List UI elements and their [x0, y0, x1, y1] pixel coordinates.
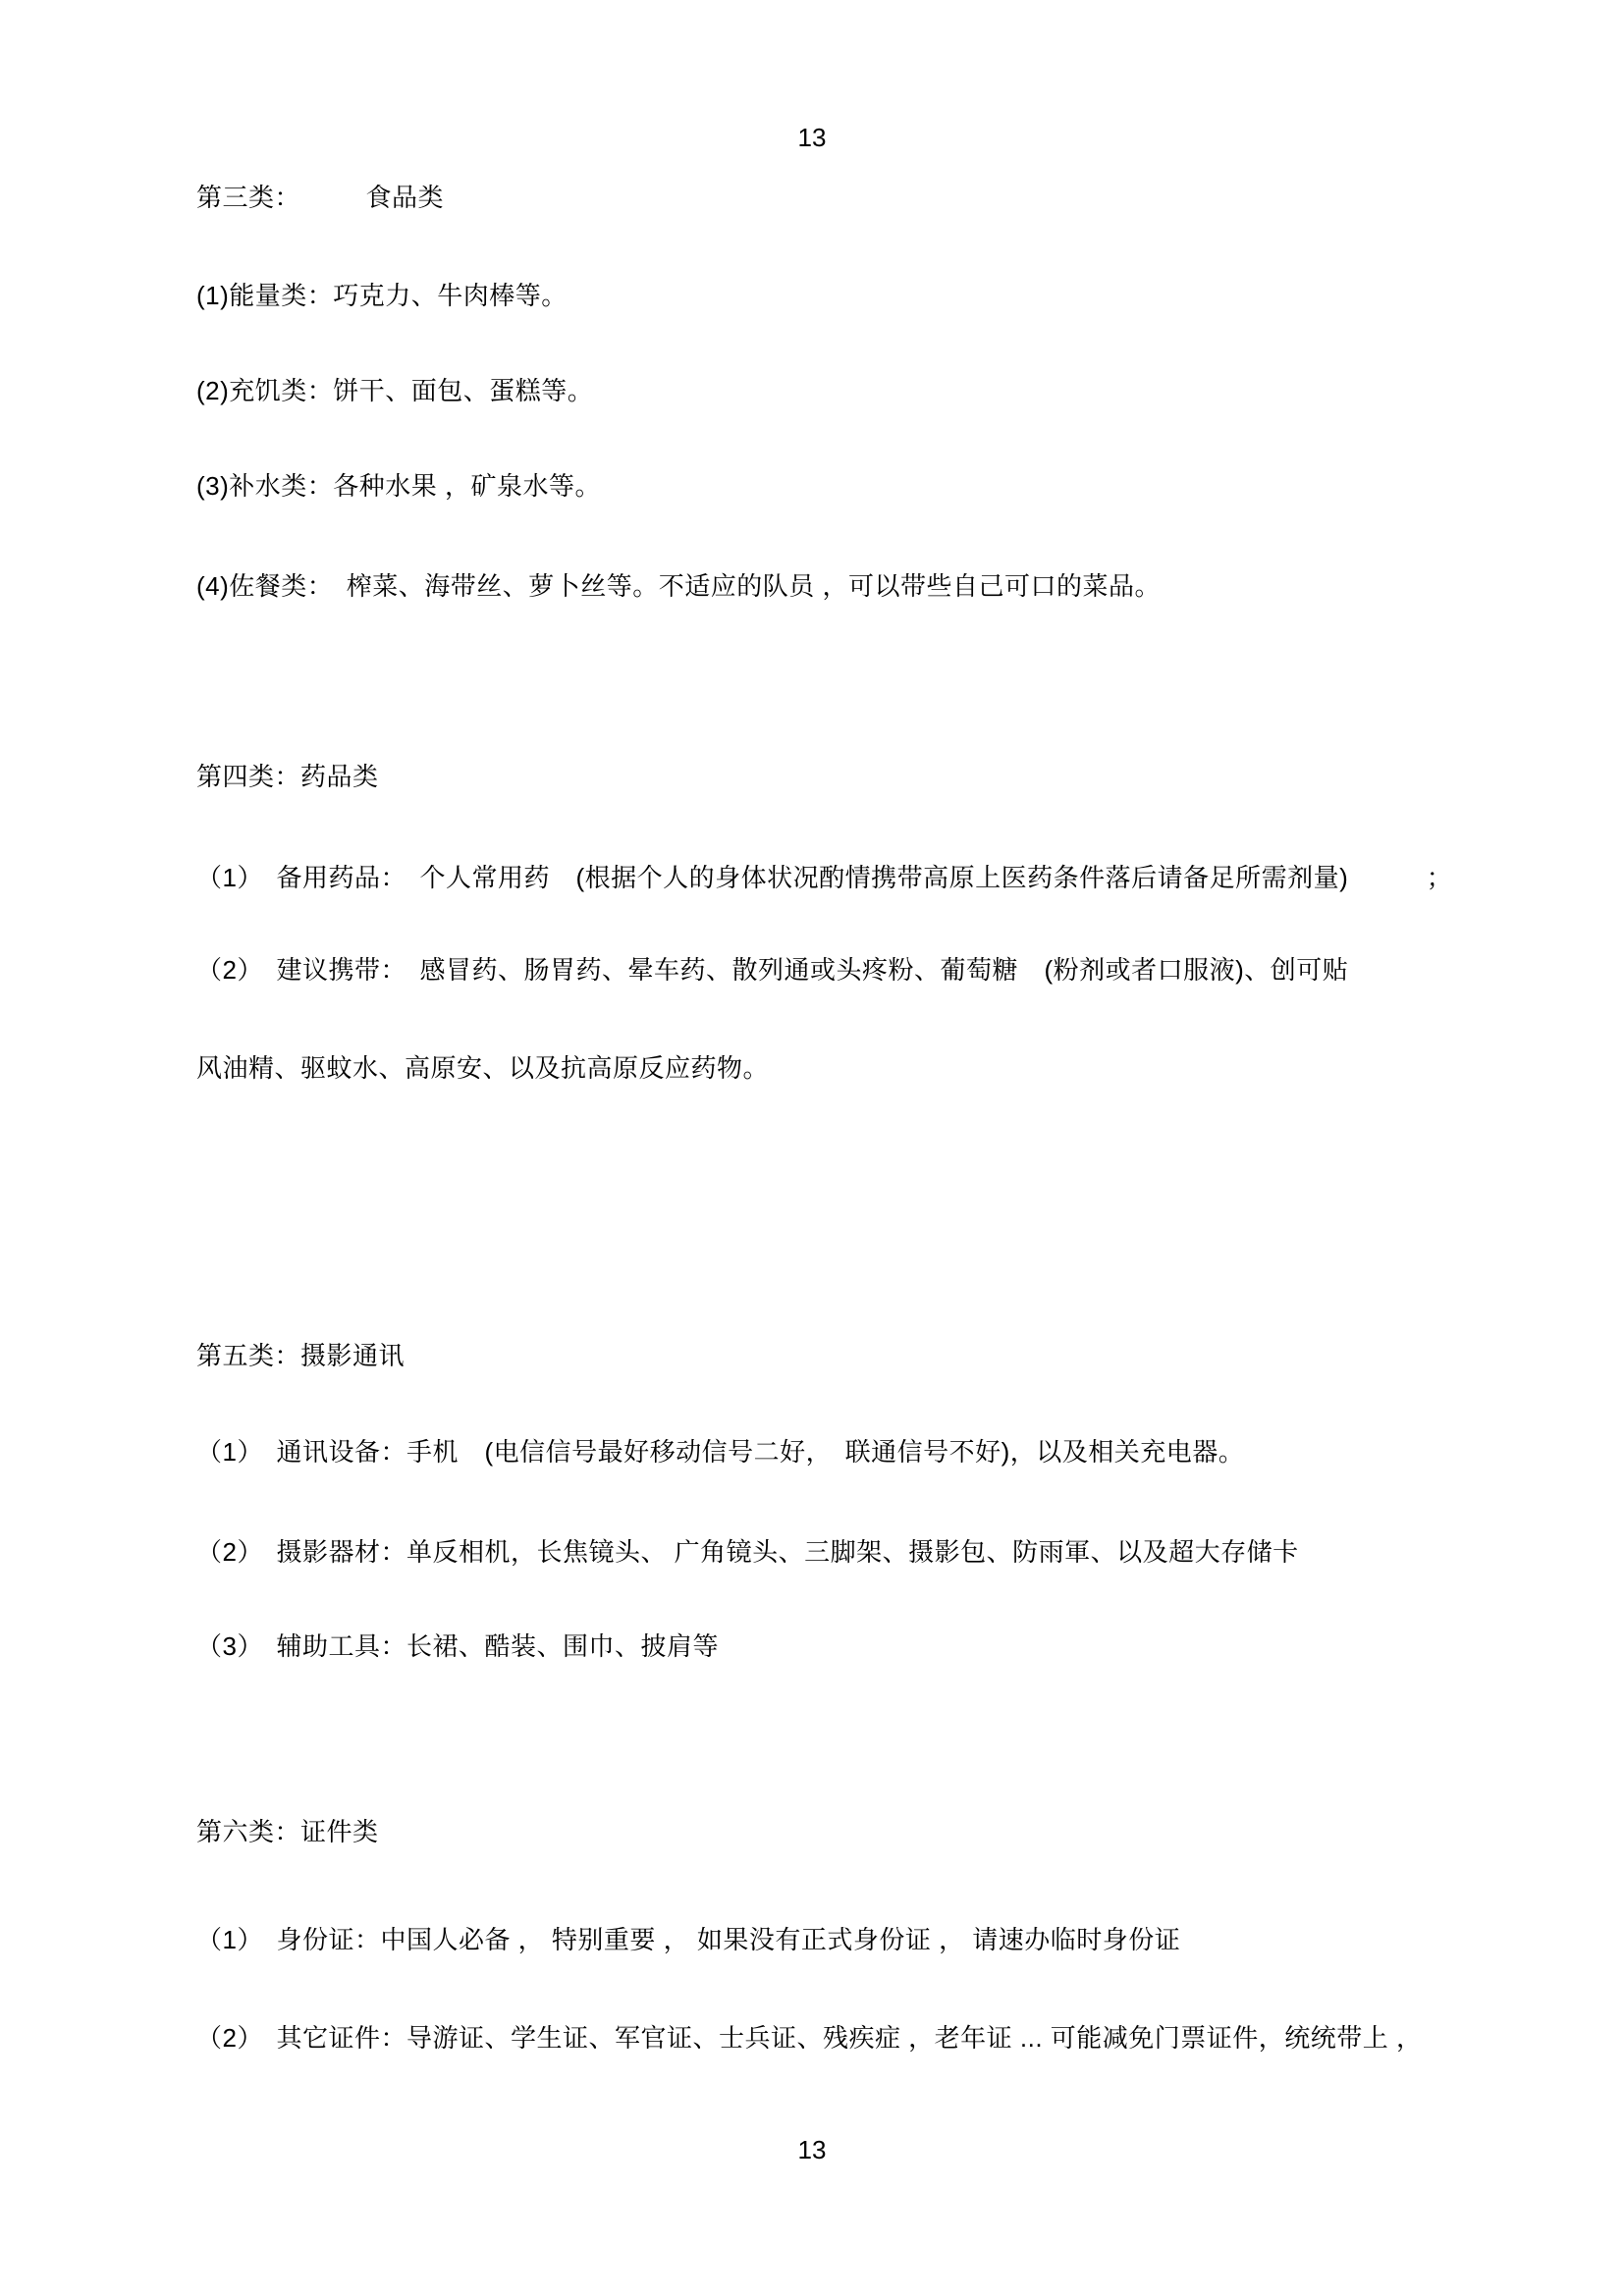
page-number-bottom: 13 — [797, 2135, 827, 2164]
medicine-item-suggested-cont: 风油精、驱蚊水、高原安、以及抗高原反应药物。 — [196, 1053, 770, 1083]
photo-comm-item-communication: （1） 通讯设备：手机 (电信信号最好移动信号二好， 联通信号不好)，以及相关充电器。 — [196, 1437, 1245, 1467]
food-item-hunger: (2)充饥类：饼干、面包、蛋糕等。 — [196, 376, 594, 405]
photo-comm-item-camera-gear: （2） 摄影器材：单反相机，长焦镜头、 广角镜头、三脚架、摄影包、防雨軍、以及超大存储卡 — [196, 1537, 1299, 1567]
photo-comm-item-aux-tools: （3） 辅助工具：长裙、酷装、围巾、披肩等 — [196, 1631, 719, 1661]
documents-item-id-card: （1） 身份证：中国人必备 ， 特别重要 ， 如果没有正式身份证 ， 请速办临时身份证 — [196, 1925, 1181, 1954]
medicine-item-suggested: （2） 建议携带： 感冒药、肠胃药、晕车药、散列通或头疼粉、葡萄糖 (粉剂或者口服液)、创可贴 — [196, 955, 1349, 985]
documents-item-other-certs: （2） 其它证件：导游证、学生证、军官证、士兵证、残疾症 ，老年证 ... 可能减免门票证件，统统带上 ， — [196, 2023, 1423, 2053]
page-number-top: 13 — [797, 123, 827, 152]
section-heading-documents: 第六类：证件类 — [196, 1817, 379, 1846]
food-item-energy: (1)能量类：巧克力、牛肉棒等。 — [196, 281, 568, 310]
section-heading-food: 第三类： 食品类 — [196, 183, 445, 212]
medicine-item-backup: （1） 备用药品： 个人常用药 (根据个人的身体状况酌情携带高原上医药条件落后请备足所需剂量) ； — [196, 863, 1453, 892]
food-item-water: (3)补水类：各种水果 ，矿泉水等。 — [196, 471, 602, 501]
section-heading-medicine: 第四类：药品类 — [196, 762, 379, 791]
section-heading-photo-comm: 第五类：摄影通讯 — [196, 1341, 406, 1370]
food-item-side-dish: (4)佐餐类： 榨菜、海带丝、萝卜丝等。不适应的队员 ，可以带些自己可口的菜品。 — [196, 571, 1162, 601]
